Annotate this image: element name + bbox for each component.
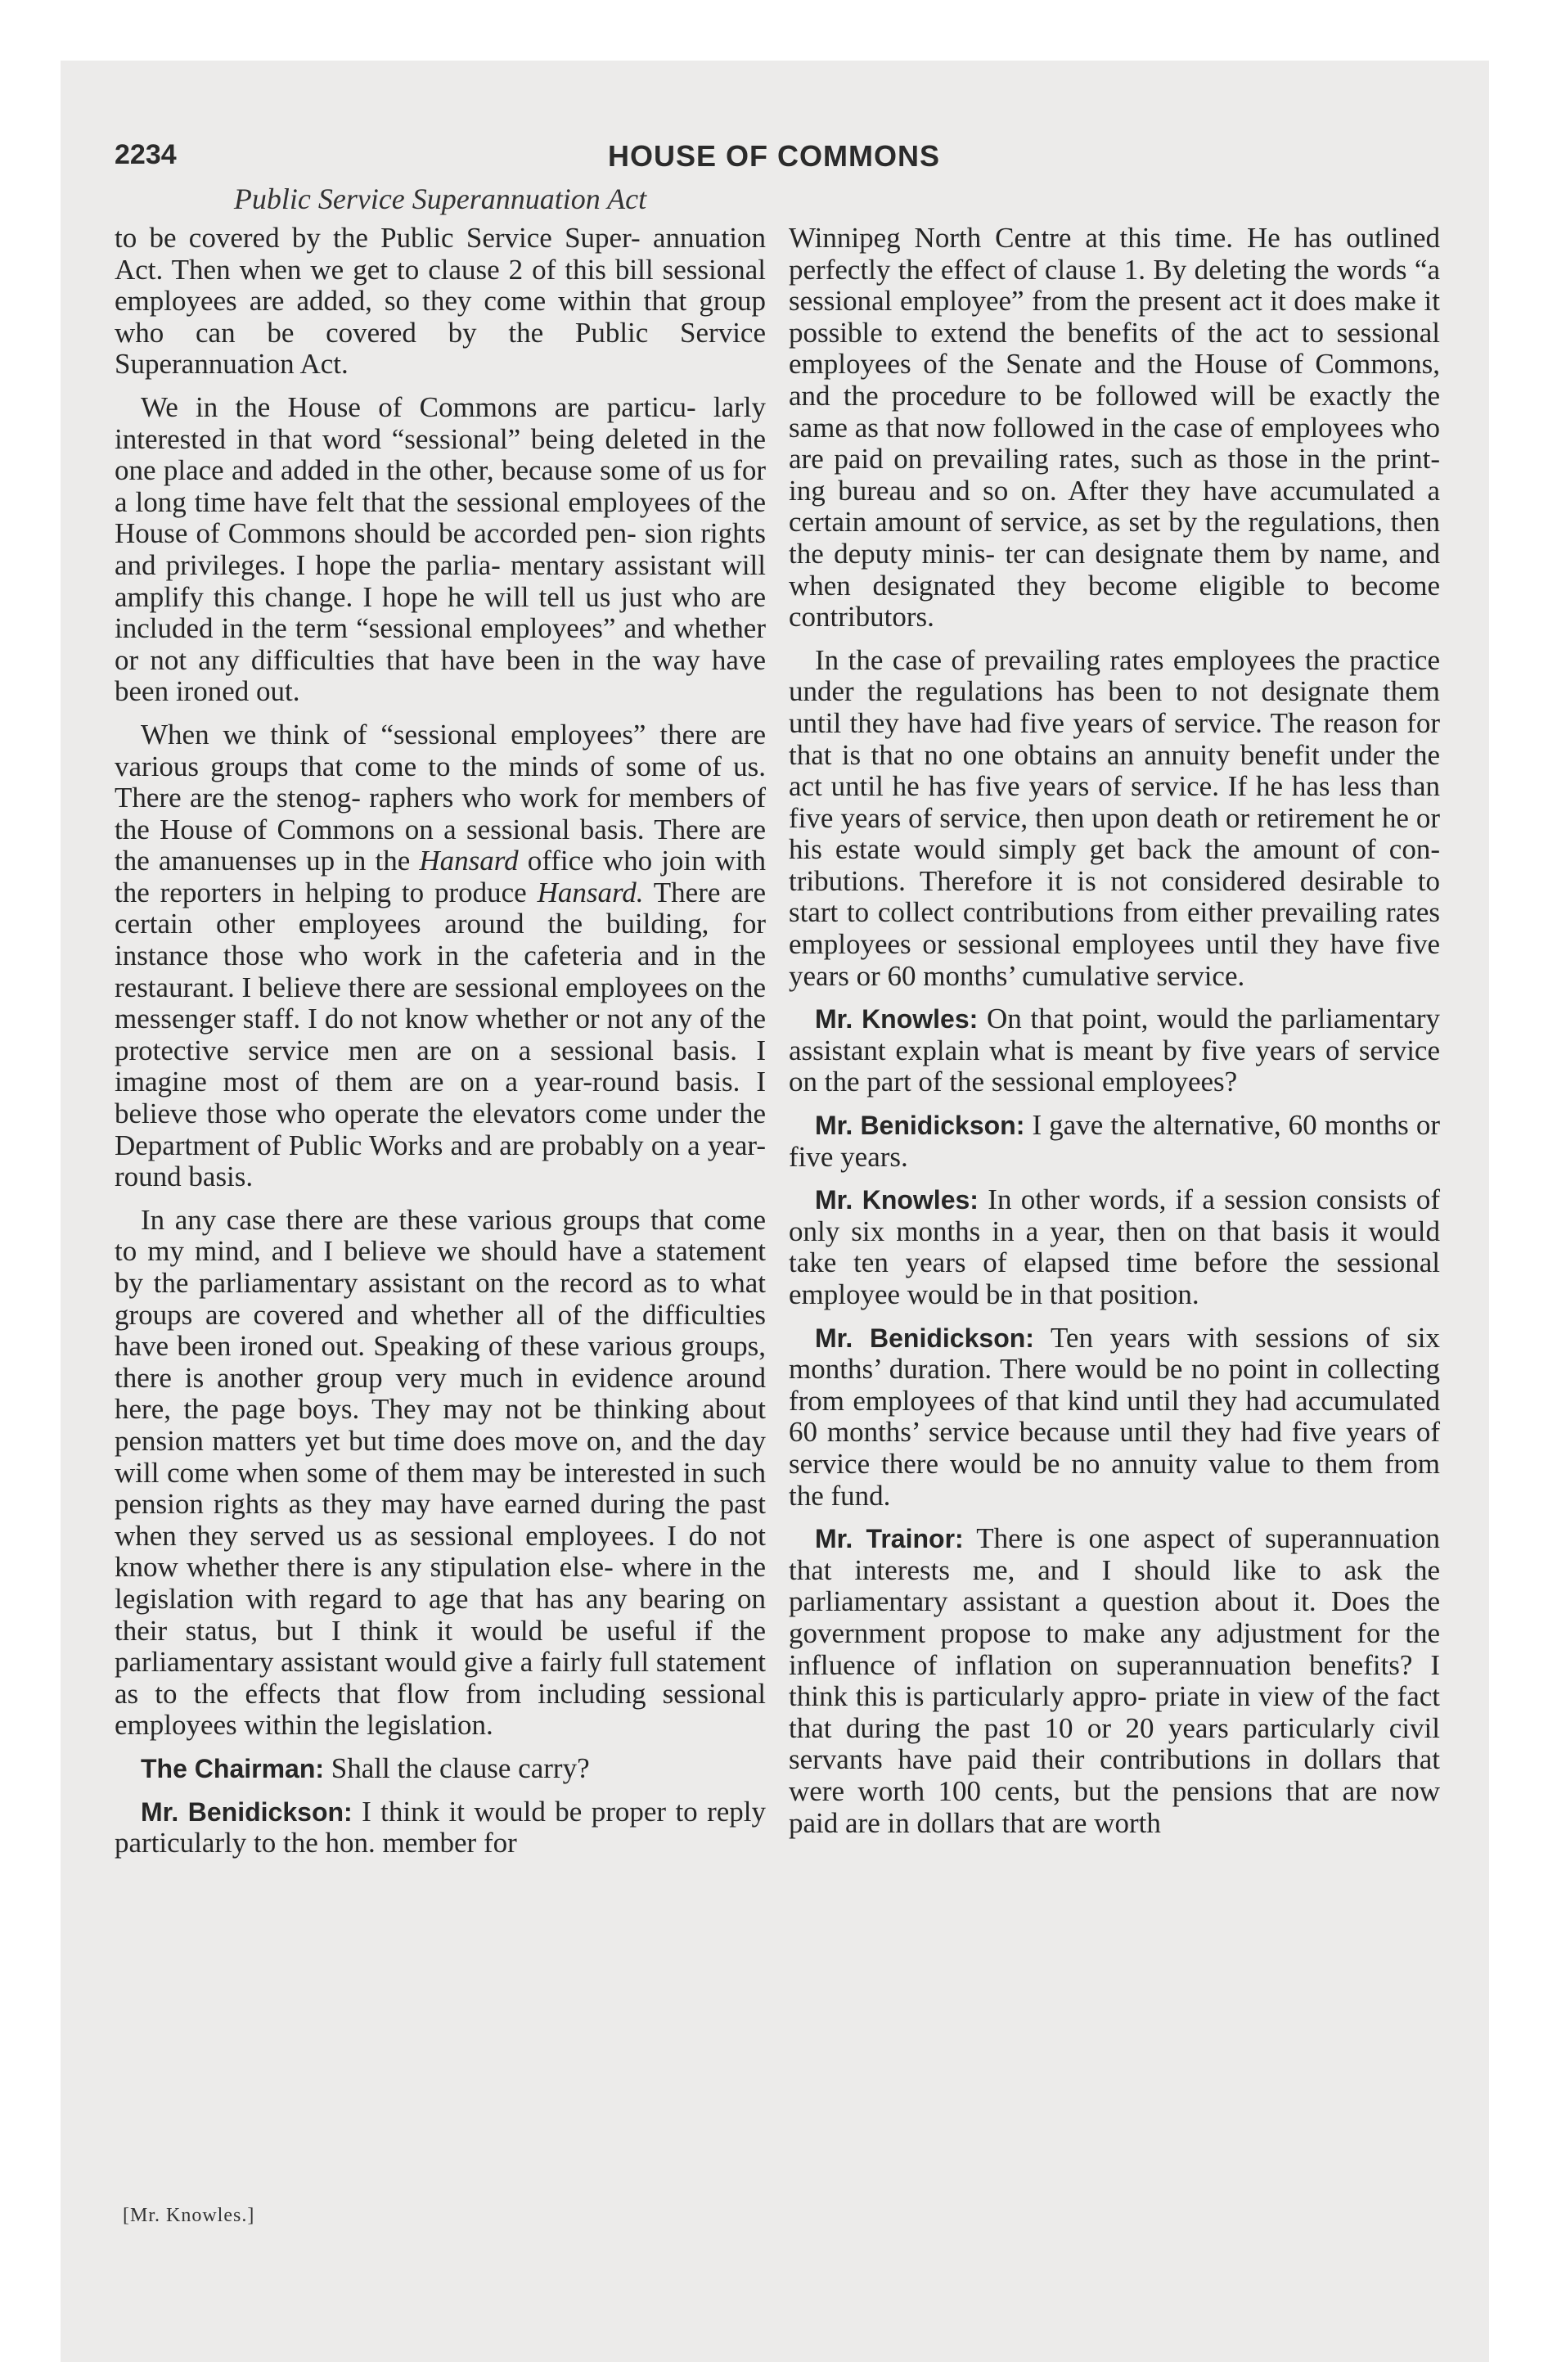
paragraph-text: In the case of prevailing rates employees the practice under the regulations has been to not designate them until they have had five years of service. The reason for that is that no one obtains an annuity benefit under the act until he has five years of service. If he has less than five years of service, then upon death or retirement he or his estate would simply get back the amount of con- tributions. Therefore it is not considered desirable to start to collect contributions from either prevailing rates employees or sessional employees until they have five years or 60 months’ cumulative service.: [789, 643, 1440, 992]
speech: [789, 1323, 1440, 1512]
paragraph-text: There are certain other employees around the building, for instance those who work in the cafeteria and in the restaurant. I believe there are sessional employees on the messenger staff. I do not know whether or not any of the protective service men are on a sessional basis. I imagine most of them are on a year-round basis. I believe those who operate the elevators come under the Department of Public Works and are probably on a year- round basis.: [115, 876, 767, 1193]
hansard-italic: Hansard: [419, 845, 519, 877]
speech-text: I think it would be proper to reply particularly to the hon. member for: [115, 1795, 766, 1859]
paragraph-text: We in the House of Commons are particu- larly interested in that word “sessional” being deleted in the one place and added in the other, because some of us for a long time have felt that the sessional employees of the House of Commons should be accorded pen- sion rights and privileges. I hope the parlia- mentary assistant will amplify this change. I hope he will tell us just who are included in the term “sessional employees” and whether or not any difficulties that have been in the way have been ironed out.: [115, 390, 766, 708]
paragraph-text: In any case there are these various groups that come to my mind, and I believe we should have a statement by the parliamentary assistant on the record as to what groups are covered and whether all of the difficulties have been ironed out. Speaking of these various groups, there is another group very much in evidence around here, the page boys. They may not be thinking about pension matters yet but time does move on, and the day will come when some of them may be interested in such pension rights as they may have earned during the past when they served us as sessional employees. I do not know whether there is any stipulation else- where in the legislation with regard to age that has any bearing on their status, but I think it would be useful if the parliamentary assistant would give a fairly full statement as to the effects that flow from including sessional employees within the legislation.: [115, 1203, 767, 1742]
speaker-name: Mr. Knowles:: [815, 1004, 979, 1034]
speech: [789, 1110, 1440, 1173]
speech-text: In other words, if a session consists of only six months in a year, then on that basis it would take ten years of elapsed time before the sessional employee would be in that position.: [789, 1183, 1441, 1310]
speaker-name: Mr. Knowles:: [815, 1185, 979, 1215]
speaker-name: Mr. Benidickson:: [141, 1796, 353, 1827]
paragraph-text: office who join with the reporters in helping to produce: [115, 845, 766, 908]
speech: [789, 1184, 1440, 1310]
speaker-name: The Chairman:: [141, 1753, 325, 1783]
speaker-name: Mr. Trainor:: [815, 1524, 964, 1554]
speech-text: Ten years with sessions of six months’ duration. There would be no point in collecting from employees of that kind until they had accumulated 60 months’ service because until they had five years of service there would be no annuity value to them from the fund.: [789, 1321, 1441, 1512]
speech-text: Shall the clause carry?: [331, 1751, 590, 1784]
paragraph: [115, 719, 766, 1193]
page-number: 2234: [115, 139, 177, 170]
page-sheet: [61, 61, 1489, 2362]
left-column: [115, 223, 766, 1871]
paragraph-text: to be covered by the Public Service Super- annuation Act. Then when we get to clause 2 of this bill sessional employees are added, so they come within that group who can be covered by the Public Service Superannuation Act.: [115, 222, 766, 381]
paragraph: [789, 223, 1440, 633]
hansard-italic: Hansard.: [537, 876, 644, 908]
speech: [789, 1003, 1440, 1098]
speech: [115, 1753, 766, 1785]
paragraph: [115, 1205, 766, 1742]
paragraph: [115, 223, 766, 381]
speaker-name: Mr. Benidickson:: [815, 1323, 1034, 1353]
right-column: [789, 223, 1440, 1850]
speech-text: On that point, would the parliamentary assistant explain what is meant by five years of service on the part of the sessional employees?: [789, 1003, 1441, 1098]
speech-text: There is one aspect of superannuation that interests me, and I should like to ask the parliamentary assistant a question about it. Does the government propose to make any adjustment for the influence of inflation on superannuation benefits? I think this is particularly appro- priate in view of the fact that during the past 10 or 20 years particularly civil servants have paid their contributions in dollars that were worth 100 cents, but the pensions that are now paid are in dollars that are worth: [789, 1522, 1440, 1839]
paragraph-text: When we think of “sessional employees” there are various groups that come to the minds of some of us. There are the stenog- raphers who work for members of the House of Commons on a sessional basis. There are the amanuenses up in the: [115, 718, 766, 877]
paragraph: [115, 392, 766, 708]
paragraph: [789, 645, 1440, 993]
speech: [115, 1796, 766, 1859]
page-header: [115, 139, 1433, 180]
speaker-name: Mr. Benidickson:: [815, 1111, 1025, 1141]
speech-text: I gave the alternative, 60 months or five years.: [789, 1109, 1441, 1173]
page-title: HOUSE OF COMMONS: [607, 139, 940, 173]
paragraph-text: Winnipeg North Centre at this time. He has outlined perfectly the effect of clause 1. By deleting the words “a sessional employee” from the present act it does make it possible to extend the benefits of the act to sessional employees of the Senate and the House of Commons, and the procedure to be followed will be exactly the same as that now followed in the case of employees who are paid on prevailing rates, such as those in the print- ing bureau and so on. After they have accumulated a certain amount of service, as set by the regulations, then the deputy minis- ter can designate them by name, and when designated they become eligible to become contributors.: [789, 222, 1440, 633]
footer-speaker-note: [Mr. Knowles.]: [123, 2205, 255, 2226]
section-subtitle: Public Service Superannuation Act: [233, 183, 647, 215]
speech: [789, 1523, 1440, 1839]
